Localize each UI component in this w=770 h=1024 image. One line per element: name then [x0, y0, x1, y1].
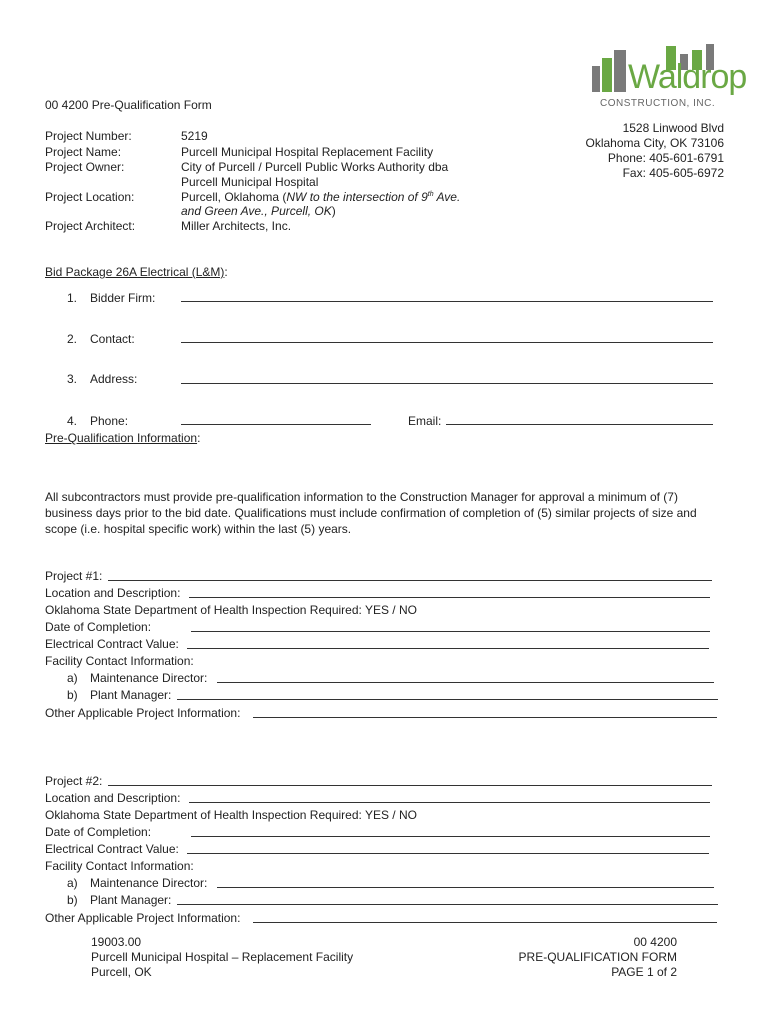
bidder-firm-field[interactable]: [181, 301, 713, 302]
company-address: [585, 121, 724, 181]
address-street: 1528 Linwood Blvd: [622, 121, 724, 135]
bidder-firm-label: Bidder Firm:: [90, 291, 156, 305]
project-1-facility-label: Facility Contact Information:: [45, 654, 194, 668]
form-title: 00 4200 Pre-Qualification Form: [45, 98, 212, 112]
project-2-contract-label: Electrical Contract Value:: [45, 842, 179, 856]
phone-label: Phone:: [90, 414, 129, 428]
bid-package-heading: Bid Package 26A Electrical (L&M):: [45, 265, 228, 279]
project-1-location-label: Location and Description:: [45, 586, 181, 600]
address-field[interactable]: [181, 383, 713, 384]
project-2-plant-field[interactable]: [177, 904, 718, 905]
address-label: Address:: [90, 372, 138, 386]
project-2-facility-label: Facility Contact Information:: [45, 859, 194, 873]
project-2-completion-label: Date of Completion:: [45, 825, 152, 839]
project-architect-label: Project Architect:: [45, 219, 136, 233]
project-2-title-field[interactable]: [108, 785, 712, 786]
project-1-maint-label: Maintenance Director:: [90, 671, 208, 685]
project-1-maint-letter: a): [67, 671, 78, 685]
project-1-title: Project #1:: [45, 569, 103, 583]
footer-project-name: Purcell Municipal Hospital – Replacement Facility: [91, 950, 354, 964]
address-phone: Phone: 405-601-6791: [607, 151, 724, 165]
project-1-location-field[interactable]: [189, 597, 710, 598]
project-2-maint-field[interactable]: [217, 887, 714, 888]
project-2-completion-field[interactable]: [191, 836, 710, 837]
field-number-3: 3.: [67, 372, 78, 386]
project-2-location-field[interactable]: [189, 802, 710, 803]
project-owner-label: Project Owner:: [45, 160, 125, 174]
footer-left: [91, 935, 353, 980]
phone-field[interactable]: [181, 424, 371, 425]
project-2-plant-label: Plant Manager:: [90, 893, 172, 907]
field-number-1: 1.: [67, 291, 78, 305]
prequal-heading: Pre-Qualification Information:: [45, 431, 201, 445]
project-location-line2: and Green Ave., Purcell, OK): [181, 204, 336, 218]
project-2-maint-letter: a): [67, 876, 78, 890]
project-location-line1: Purcell, Oklahoma (NW to the intersection of 9th Ave.: [181, 190, 461, 204]
logo-wordmark: Waldrop: [628, 58, 747, 96]
project-location-label: Project Location:: [45, 190, 135, 204]
project-2-location-label: Location and Description:: [45, 791, 181, 805]
project-2-other-label: Other Applicable Project Information:: [45, 911, 241, 925]
project-1-other-field[interactable]: [253, 717, 717, 718]
address-fax: Fax: 405-605-6972: [622, 166, 724, 180]
project-1-contract-label: Electrical Contract Value:: [45, 637, 179, 651]
project-owner-line2: Purcell Municipal Hospital: [181, 175, 319, 189]
contact-field[interactable]: [181, 342, 713, 343]
logo-subtitle: CONSTRUCTION, INC.: [600, 98, 716, 109]
project-owner-line1: City of Purcell / Purcell Public Works Authority dba: [181, 160, 449, 174]
email-field[interactable]: [446, 424, 713, 425]
project-1-other-label: Other Applicable Project Information:: [45, 706, 241, 720]
contact-label: Contact:: [90, 332, 135, 346]
project-number-label: Project Number:: [45, 129, 132, 143]
project-1-maint-field[interactable]: [217, 682, 714, 683]
project-2-other-field[interactable]: [253, 922, 717, 923]
project-1-completion-label: Date of Completion:: [45, 620, 152, 634]
project-2-maint-label: Maintenance Director:: [90, 876, 208, 890]
email-label: Email:: [408, 414, 442, 428]
footer-city: Purcell, OK: [91, 965, 152, 979]
project-2-plant-letter: b): [67, 893, 78, 907]
company-logo: [588, 44, 747, 110]
footer-page-number: PAGE 1 of 2: [611, 965, 677, 979]
project-number: 5219: [181, 129, 208, 143]
project-1-completion-field[interactable]: [191, 631, 710, 632]
prequal-body: All subcontractors must provide pre-qualification information to the Construction Manager for approval a minimum of (7) business days prior to the bid date. Qualifications must include confirmation of completion of (5) similar projects of size and scope (i.e. hospital specific work) within the last (5) years.: [45, 490, 697, 536]
project-1-plant-label: Plant Manager:: [90, 688, 172, 702]
project-1-inspection: Oklahoma State Department of Health Inspection Required: YES / NO: [45, 603, 417, 617]
footer-form-name: PRE-QUALIFICATION FORM: [518, 950, 677, 964]
footer-right: [519, 935, 677, 980]
project-name: Purcell Municipal Hospital Replacement Facility: [181, 145, 434, 159]
project-1-title-field[interactable]: [108, 580, 712, 581]
project-2-contract-field[interactable]: [187, 853, 709, 854]
address-city: Oklahoma City, OK 73106: [585, 136, 724, 150]
field-number-4: 4.: [67, 414, 78, 428]
project-1-plant-letter: b): [67, 688, 78, 702]
field-number-2: 2.: [67, 332, 78, 346]
project-name-label: Project Name:: [45, 145, 122, 159]
project-2-title: Project #2:: [45, 774, 103, 788]
project-1-contract-field[interactable]: [187, 648, 709, 649]
project-2-inspection: Oklahoma State Department of Health Inspection Required: YES / NO: [45, 808, 417, 822]
footer-job-number: 19003.00: [91, 935, 142, 949]
project-1-plant-field[interactable]: [177, 699, 718, 700]
project-architect: Miller Architects, Inc.: [181, 219, 292, 233]
footer-section-number: 00 4200: [633, 935, 677, 949]
